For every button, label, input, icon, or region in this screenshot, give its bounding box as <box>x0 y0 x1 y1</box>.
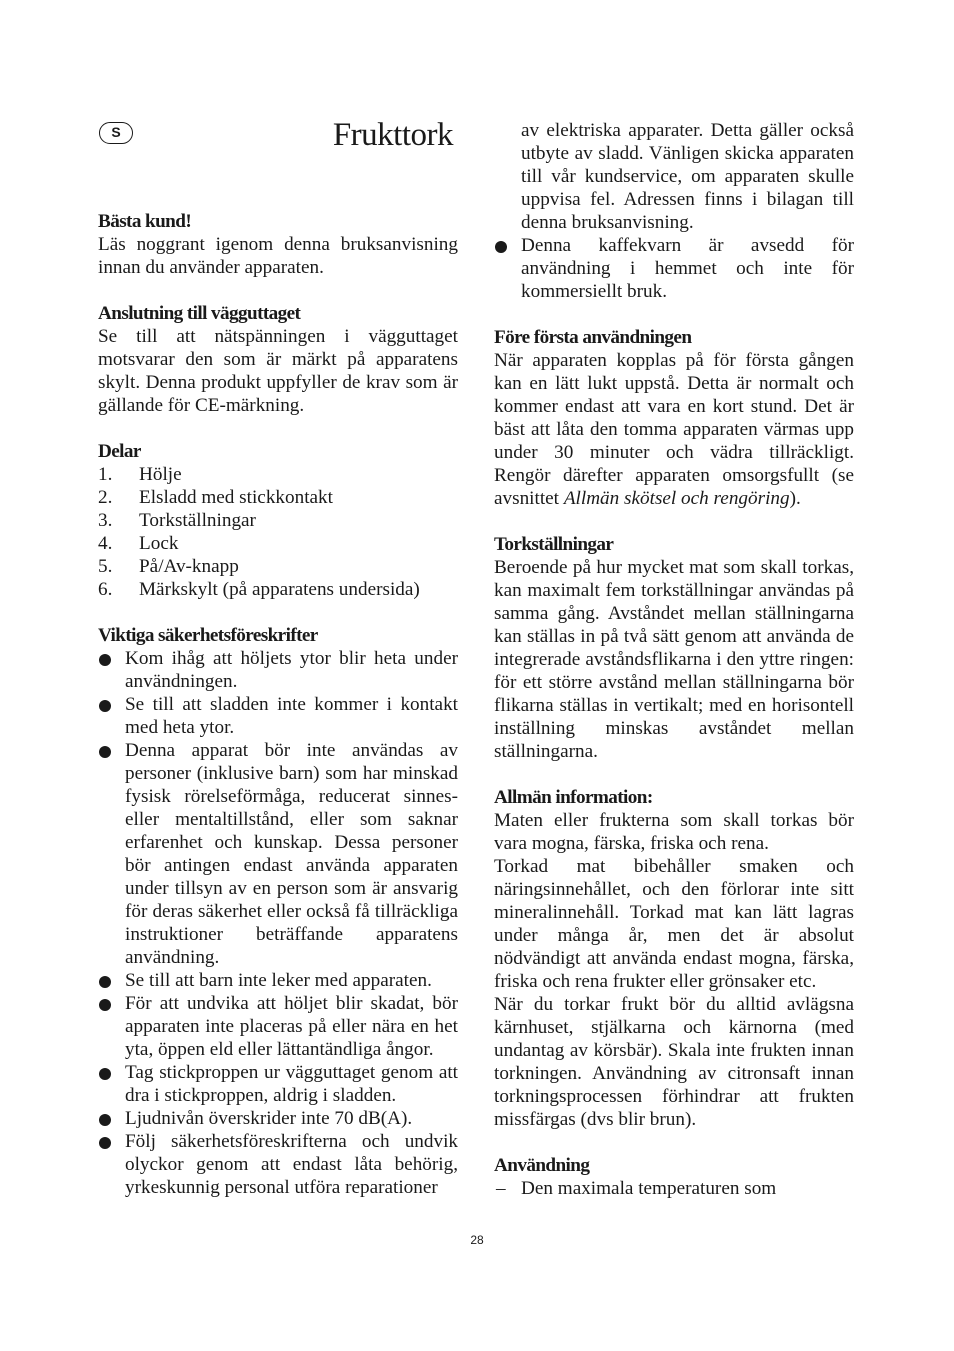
first-use-heading: Före första användningen <box>494 327 692 348</box>
safety-item-text: Se till att sladden inte kommer i kontakt med heta ytor. <box>125 694 458 738</box>
safety-list-item <box>98 969 458 992</box>
general-info-paragraph: Torkad mat bibehåller smaken och näringsinnehållet, och den förlorar inte sitt mineralinnehåll. Torkad mat kan lätt lagras under många år, men det är absolut nödvändigt att använda endast mogna, färska, friska och rena frukter eller grönsaker etc. <box>494 856 854 992</box>
section-reference: Allmän skötsel och rengöring <box>563 488 790 509</box>
parts-item-number: 3. <box>98 510 113 531</box>
safety-item-text: Ljudnivån överskrider inte 70 dB(A). <box>125 1108 413 1129</box>
parts-list-item <box>98 555 458 578</box>
first-use-text: När apparaten kopplas på för första gången kan en lätt lukt uppstå. Detta är normalt och kommer endast att vara en kort stund. Det är bäst att låta den tomma apparaten värmas upp under 30 minuter och vädra tillräckligt. Rengör därefter apparaten omsorgsfullt (se avsnittet Allmän skötsel och rengöring). <box>494 350 854 509</box>
greeting-text: Läs noggrant igenom denna bruksanvisning innan du använder apparaten. <box>98 234 458 278</box>
safety-heading: Viktiga säkerhetsföreskrifter <box>98 625 318 646</box>
page-title: Frukttork <box>332 117 453 153</box>
parts-list-item <box>98 486 458 509</box>
bullet-icon <box>99 700 111 712</box>
safety-list-item <box>98 739 458 969</box>
general-info-paragraph: Maten eller frukterna som skall torkas bör vara mogna, färska, friska och rena. <box>494 810 854 854</box>
safety-item-text: Denna apparat bör inte användas av personer (inklusive barn) som har minskad fysisk rörelseförmåga, reducerat sinnes- eller mentaltillstånd, eller som saknar erfarenhet och kunskap. Dessa personer bör antingen endast använda apparaten under tillsyn av en person som är ansvarig för deras säkerhet eller också få tillräckliga instruktioner beträffande apparatens användning. <box>125 740 458 968</box>
parts-item-number: 1. <box>98 464 113 485</box>
left-column <box>98 210 458 1199</box>
racks-text: Beroende på hur mycket mat som skall torkas, kan maximalt fem torkställningar användas på samma gång. Avståndet mellan ställningarna kan ställas in på två sätt genom att använda de integrerade avståndsflikarna i den yttre ringen: för ett större avstånd mellan ställningarna bör flikarna ställas in vertikalt; med en horisontell inställning minskas avståndet mellan ställningarna. <box>494 557 854 762</box>
parts-list <box>98 463 458 601</box>
safety-item-text: För att undvika att höljet blir skadat, bör apparaten inte placeras på eller nära en het yta, öppen eld eller lättantändliga ångor. <box>125 993 458 1060</box>
greeting-heading: Bästa kund! <box>98 211 192 232</box>
safety-item-text: Tag stickproppen ur vägguttaget genom att dra i stickproppen, aldrig i sladden. <box>125 1062 458 1106</box>
parts-item-number: 4. <box>98 533 113 554</box>
parts-heading: Delar <box>98 441 141 462</box>
parts-item-label: Lock <box>139 533 179 554</box>
safety-list-item <box>98 693 458 739</box>
safety-list <box>98 647 458 1199</box>
bullet-icon <box>99 1137 111 1149</box>
safety-item-text: Se till att barn inte leker med apparaten. <box>125 970 432 991</box>
usage-heading: Användning <box>494 1155 590 1176</box>
safety-continued-text: av elektriska apparater. Detta gäller också utbyte av sladd. Vänligen skicka apparaten till vår kundservice, om apparaten skulle uppvisa fel. Adressen finns i bilagan till denna bruksanvisning. <box>521 120 854 233</box>
safety-item-text: Kom ihåg att höljets ytor blir heta under användningen. <box>125 648 458 692</box>
safety-list-item <box>98 1061 458 1107</box>
safety-list-item <box>494 234 854 303</box>
parts-item-number: 2. <box>98 487 113 508</box>
bullet-icon <box>99 999 111 1011</box>
racks-heading: Torkställningar <box>494 534 614 555</box>
language-badge: S <box>99 122 133 144</box>
parts-item-label: Elsladd med stickkontakt <box>139 487 333 508</box>
connection-text: Se till att nätspänningen i vägguttaget motsvarar den som är märkt på apparatens skylt. Denna produkt uppfyller de krav som är gällande för CE-märkning. <box>98 326 458 416</box>
bullet-icon <box>99 654 111 666</box>
parts-item-label: Hölje <box>139 464 182 485</box>
bullet-icon <box>99 1068 111 1080</box>
page-number: 28 <box>470 1233 484 1247</box>
parts-list-item <box>98 463 458 486</box>
safety-list-item <box>98 1130 458 1199</box>
parts-list-item <box>98 509 458 532</box>
parts-item-label: Märkskylt (på apparatens undersida) <box>139 579 420 600</box>
parts-item-number: 6. <box>98 579 113 600</box>
usage-item-text: Den maximala temperaturen som <box>521 1178 777 1199</box>
general-info-heading: Allmän information: <box>494 787 653 808</box>
safety-list-item <box>98 992 458 1061</box>
safety-list-item <box>98 1107 458 1130</box>
bullet-icon <box>495 241 507 253</box>
connection-heading: Anslutning till vägguttaget <box>98 303 301 324</box>
parts-item-label: Torkställningar <box>139 510 256 531</box>
bullet-icon <box>99 1114 111 1126</box>
bullet-icon <box>99 746 111 758</box>
usage-item <box>494 1177 854 1200</box>
right-column <box>494 119 854 1200</box>
parts-list-item <box>98 578 458 601</box>
parts-item-number: 5. <box>98 556 113 577</box>
safety-item-text: Följ säkerhetsföreskrifterna och undvik olyckor genom att endast låta behörig, yrkeskunnig personal utföra reparationer <box>125 1131 458 1198</box>
safety-item-text: Denna kaffekvarn är avsedd för användning i hemmet och inte för kommersiellt bruk. <box>521 235 854 302</box>
parts-item-label: På/Av-knapp <box>139 556 239 577</box>
safety-list-continued <box>494 234 854 303</box>
safety-list-item <box>98 647 458 693</box>
general-info-paragraph: När du torkar frukt bör du alltid avlägsna kärnhuset, stjälkarna och kärnorna (med undantag av körsbär). Skala inte frukten innan torkningen. Användning av citronsaft innan torkningsprocessen förhindrar att frukten missfärgas (dvs blir brun). <box>494 994 854 1130</box>
parts-list-item <box>98 532 458 555</box>
dash-marker: – <box>496 1178 506 1199</box>
bullet-icon <box>99 976 111 988</box>
